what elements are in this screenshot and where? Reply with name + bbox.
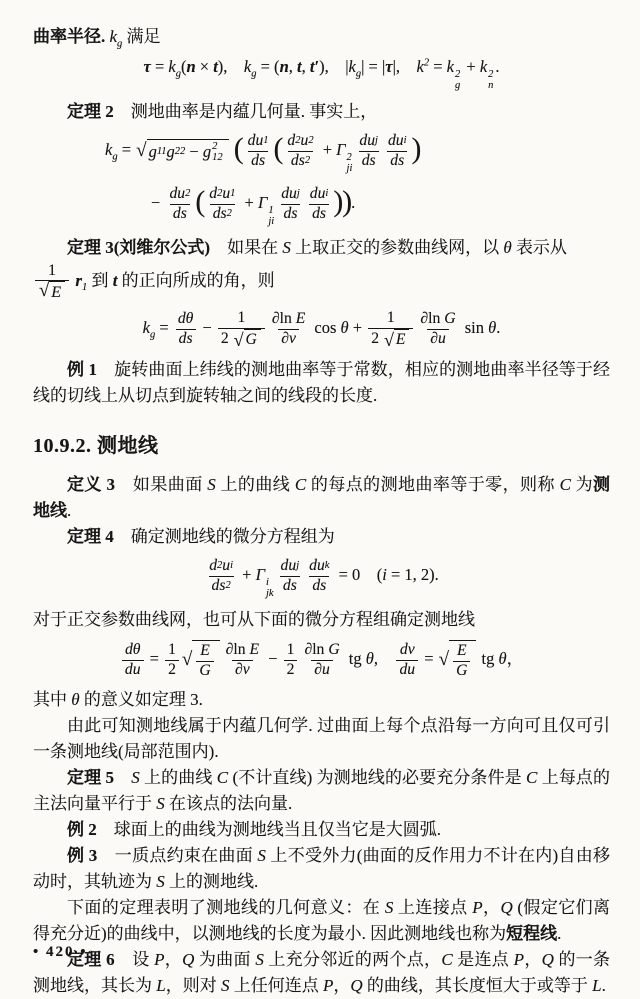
example-1: 例 1 旋转曲面上纬线的测地曲率等于常数，相应的测地曲率半径等于经线的切线上从切点到旋转轴之间的线段的长度. xyxy=(33,359,610,405)
example-3: 例 3 一质点约束在曲面 S 上不受外力(曲面的反作用力不计在内)自由移动时，其轨迹为 S 上的测地线. xyxy=(33,846,611,892)
formula-kg-relations: $\tau = k_g(n \times t)$, $k_g = (n$, t, t′), $|k_g| = |\tau|$, $k^2 = k$ 2 g + k 2 n . xyxy=(143,57,500,92)
para-intrinsic-geometry: 由此可知测地线属于内蕴几何学. 过曲面上每个点沿每一方向可且仅可引一条测地线(局部范围内). xyxy=(33,716,610,762)
para-geometric-meaning: 下面的定理表明了测地线的几何意义：在 S 上连接点 P，Q (假定它们离得充分近)的曲线中，以测地线的长度为最小. 因此测地线也称为短程线. xyxy=(33,898,611,944)
theorem-6: 定理 6 设 P，Q 为曲面 S 上充分邻近的两个点，C 是连点 P，Q 的一条测地线，其长为 L，则对 S 上任何连点 P，Q 的曲线，其长度恒大于或等于 L. xyxy=(33,950,611,996)
formula-kg-intrinsic-line1: $k_g$ = √ g 11 g 22 − g 2 12 ( du 1 ds ( d 2 u 2 ds 2 + Γ 2 ji du j ds du i ds ) xyxy=(105,131,421,175)
theorem-4: 定理 4 确定测地线的微分方程组为 xyxy=(67,526,335,546)
para-orthogonal-net: 对于正交参数曲线网，也可从下面的微分方程组确定测地线 xyxy=(33,609,475,629)
theorem-2: 定理 2 测地曲率是内蕴几何量. 事实上， xyxy=(67,101,378,121)
example-2: 例 2 球面上的曲线为测地线当且仅当它是大圆弧. xyxy=(67,820,441,840)
formula-liouville: $k_g$ = $\frac{d\theta}{ds}$ − 1 2 √ G ∂ln E ∂ v cos θ + 1 2 √ E ∂ln G ∂ u sin θ. xyxy=(142,309,501,350)
theorem-3-intro: 定理 3(刘维尔公式) 如果在 S 上取正交的参数曲线网，以 θ 表示从 xyxy=(67,237,567,257)
section-heading: 10.9.2. 测地线 xyxy=(33,434,159,457)
intro-line: 曲率半径. $k_g$ 满足 xyxy=(33,27,161,50)
formula-geodesic-orthogonal: $\frac{d\theta}{du}$ = $\frac{1}{2}$ √ $\frac{E}{G}$ ∂ln E ∂ v − $\frac{1}{2}$ ∂ln G ∂ u tg θ, $\frac{dv}{du}$ = √ $\frac{E}{G}$ tg θ， xyxy=(33,640,610,681)
para-theta-meaning: 其中 θ 的意义如定理 3. xyxy=(33,690,203,710)
page-number: • 420 • xyxy=(33,944,88,960)
formula-kg-intrinsic-line2: − du 2 ds ( d 2 u 1 ds 2 + Γ 1 ji du j ds du i ds )). xyxy=(151,184,356,228)
theorem-5: 定理 5 S 上的曲线 C (不计直线) 为测地线的必要充分条件是 C 上每点的主法向量平行于 S 在该点的法向量. xyxy=(33,768,611,814)
formula-geodesic-ode: d 2 u i ds 2 + Γ i jk du j ds du k ds = 0 (i = 1, 2). xyxy=(209,556,439,600)
definition-3: 定义 3 如果曲面 S 上的曲线 C 的每点的测地曲率等于零，则称 C 为测地线. xyxy=(33,474,611,520)
theorem-3-continuation: 1 √ E $r_1$ 到 t 的正向所成的角，则 xyxy=(33,261,610,303)
